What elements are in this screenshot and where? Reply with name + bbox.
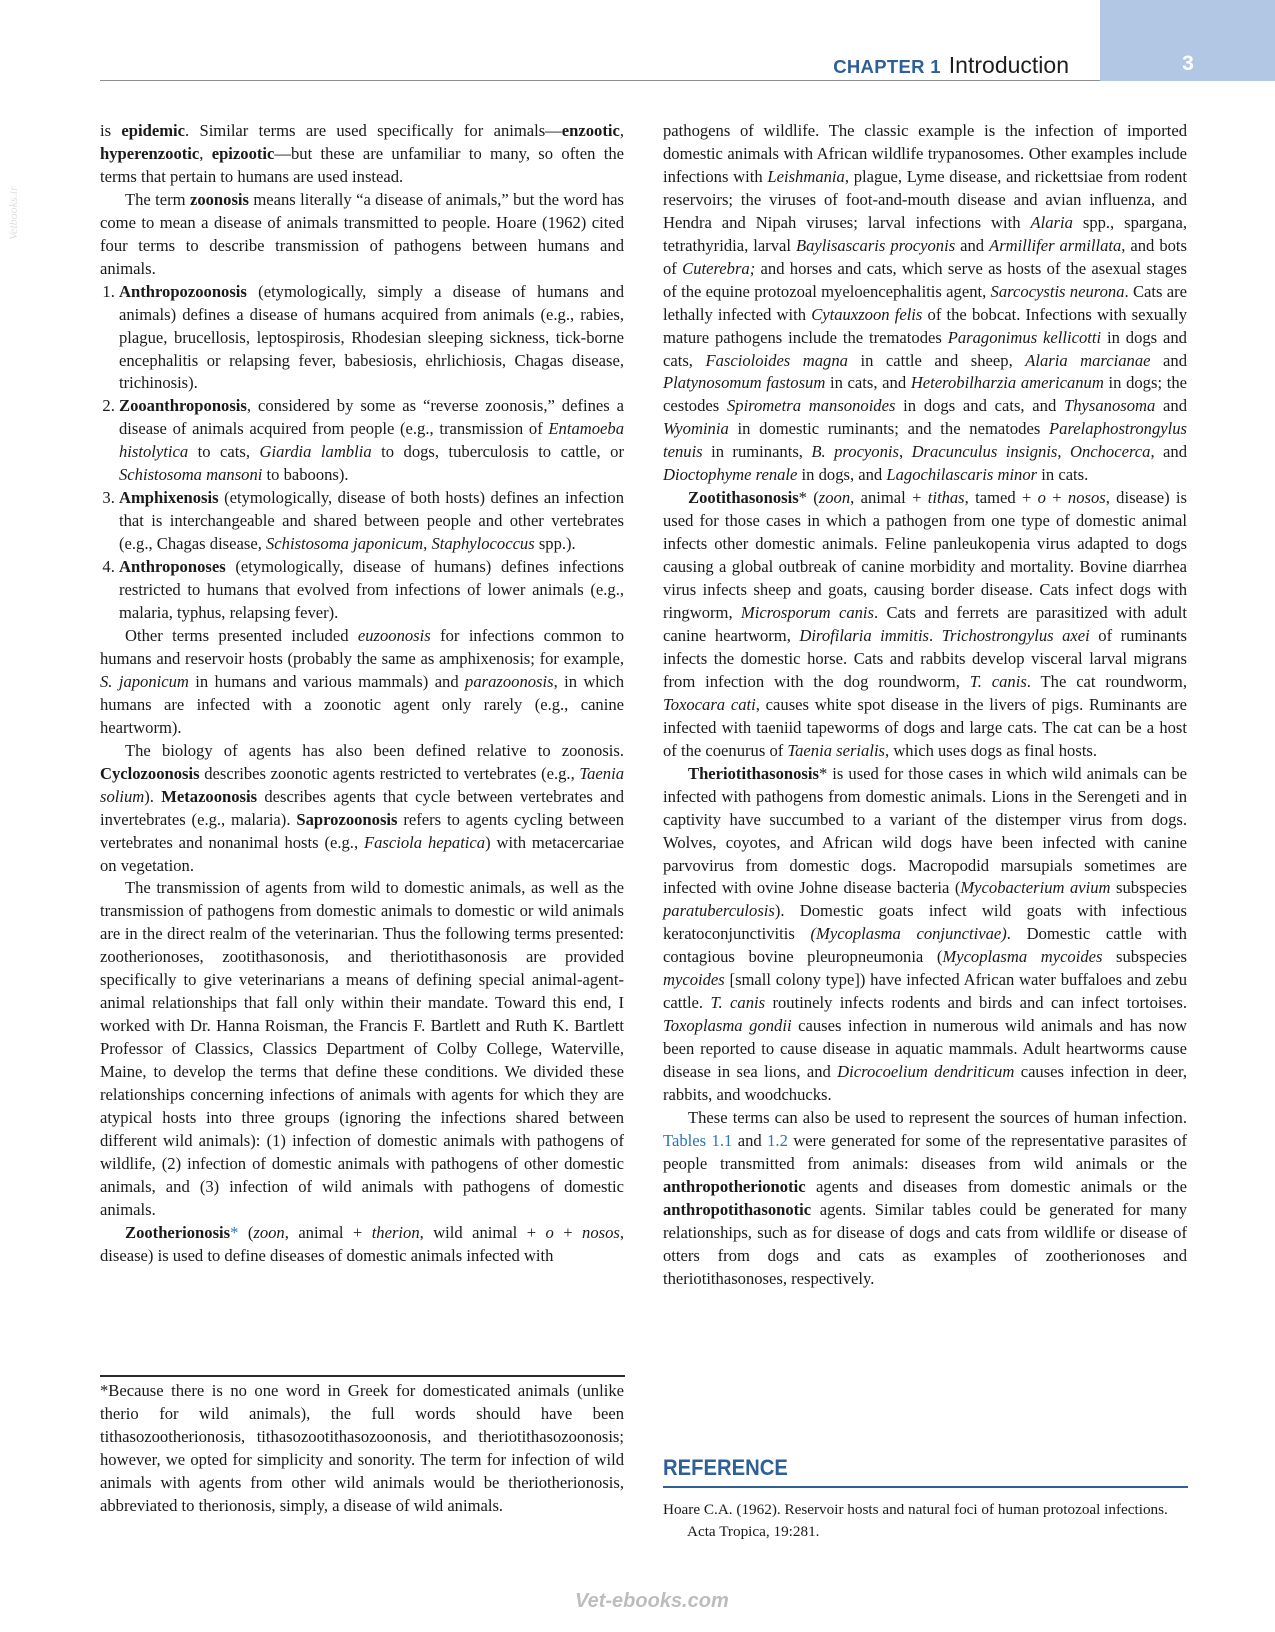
numbered-list: [100, 281, 624, 625]
list-item: 3. Amphixenosis (etymologically, disease of both hosts) defines an infection that is interchangeable and shared between people and other vertebrates (e.g., Chagas disease, Schistosoma japonicum, Staphylococcus spp.).: [119, 487, 624, 556]
footnote-rule: [100, 1375, 625, 1377]
list-item: 2. Zooanthroponosis, considered by some as “reverse zoonosis,” defines a disease of animals acquired from people (e.g., transmission of Entamoeba histolytica to cats, Giardia lamblia to dogs, tuberculosis to cattle, or Schistosoma mansoni to baboons).: [119, 395, 624, 487]
paragraph: pathogens of wildlife. The classic example is the infection of imported domestic animals with African wildlife trypanosomes. Other examples include infections with Leishmania, plague, Lyme disease, and rickettsiae from rodent reservoirs; the viruses of foot-and-mouth disease and avian influenza, and Hendra and Nipah viruses; larval infections with Alaria spp., spargana, tetrathyridia, larval Baylisascaris procyonis and Armillifer armillata, and bots of Cuterebra; and horses and cats, which serve as hosts of the asexual stages of the equine protozoal myeloencephalitis agent, Sarcocystis neurona. Cats are lethally infected with Cytauxzoon felis of the bobcat. Infections with sexually mature pathogens include the trematodes Paragonimus kellicotti in dogs and cats, Fascioloides magna in cattle and sheep, Alaria marcianae and Platynosomum fastosum in cats, and Heterobilharzia americanum in dogs; the cestodes Spirometra mansonoides in dogs and cats, and Thysanosoma and Wyominia in domestic ruminants; and the nematodes Parelaphostrongylus tenuis in ruminants, B. procyonis, Dracunculus insignis, Onchocerca, and Dioctophyme renale in dogs, and Lagochilascaris minor in cats.: [663, 121, 1188, 485]
header-rule: [100, 80, 1100, 81]
paragraph: These terms can also be used to represent the sources of human infection. Tables 1.1 and 1.2 were generated for some of the representative parasites of people transmitted from animals: diseases from wild animals or the anthropotherionotic agents and diseases from domestic animals or the anthropotithasonotic agents. Similar tables could be generated for many relationships, such as for disease of dogs and cats from wildlife or disease of otters from dogs and cats as examples of zootherionoses and theriotithasonoses, respectively.: [663, 1107, 1188, 1288]
paragraph: The transmission of agents from wild to domestic animals, as well as the transmission of pathogens from domestic animals to domestic or wild animals are in the direct realm of the veterinarian. Thus the following terms presented: zootherionoses, zootithasonosis, and theriotithasonosis are provided specifically to give veterinarians a means of defining special animal-agent-animal relationships that fall only within their mandate. Toward this end, I worked with Dr. Hanna Roisman, the Francis F. Bartlett and Ruth K. Bartlett Professor of Classics, Classics Department of Colby College, Waterville, Maine, to develop the terms that define these conditions. We divided these relationships concerning infections of animals with agents for which they are atypical hosts into three groups (ignoring the infections shared between different wild animals): (1) infection of domestic animals with pathogens of wildlife, (2) infection of domestic animals with pathogens of other domestic animals, and (3) infection of wild animals with pathogens of domestic animals.: [100, 878, 624, 1219]
list-item: 4. Anthroponoses (etymologically, disease of humans) defines infections restricted to humans that evolved from infections of lower animals (e.g., malaria, typhus, relapsing fever).: [119, 556, 624, 625]
paragraph: Other terms presented included euzoonosis for infections common to humans and reservoir hosts (probably the same as amphixenosis; for example, S. japonicum in humans and various mammals) and parazoonosis, in which humans are infected with a zoonotic agent only rarely (e.g., canine heartworm).: [100, 625, 624, 737]
reference-rule: [663, 1486, 1188, 1488]
right-column: [663, 120, 1187, 1291]
table-link[interactable]: 1.2: [767, 1130, 788, 1150]
running-header: [833, 52, 1069, 79]
paragraph: Zootherionosis* (zoon, animal + therion, wild animal + o + nosos, disease) is used to define diseases of domestic animals infected with: [100, 1222, 624, 1265]
paragraph: Zootithasonosis* (zoon, animal + tithas, tamed + o + nosos, disease) is used for those cases in which a pathogen from one type of domestic animal infects other domestic animals. Feline panleukopenia virus adapted to dogs causing a global outbreak of canine morbidity and mortality. Bovine diarrhea virus infects sheep and goats, causing border disease. Cats infect dogs with ringworm, Microsporum canis. Cats and ferrets are parasitized with adult canine heartworm, Dirofilaria immitis. Trichostrongylus axei of ruminants infects the domestic horse. Cats and rabbits develop visceral larval migrans from infection with the dog roundworm, T. canis. The cat roundworm, Toxocara cati, causes white spot disease in the livers of pigs. Ruminants are infected with taeniid tapeworms of dogs and large cats. The cat can be a host of the coenurus of Taenia serialis, which uses dogs as final hosts.: [663, 488, 1188, 760]
reference-entry: Hoare C.A. (1962). Reservoir hosts and natural foci of human protozoal infections. Acta Tropica, 19:281.: [663, 1501, 1168, 1540]
paragraph: The term zoonosis means literally “a disease of animals,” but the word has come to mean a disease of animals transmitted to people. Hoare (1962) cited four terms to describe transmission of pathogens between humans and animals.: [100, 189, 624, 278]
footnote: *Because there is no one word in Greek for domesticated animals (unlike therio for wild animals), the full words should have been tithasozootherionosis, tithasozootithasozoonosis, and theriotithasozoonosis; however, we opted for simplicity and sonority. The term for infection of wild animals with agents from other wild animals would be theriotherionosis, abbreviated to therionosis, simply, a disease of wild animals.: [100, 1381, 624, 1515]
left-column: [100, 120, 624, 1268]
reference-heading: REFERENCE: [663, 1455, 788, 1480]
chapter-label: CHAPTER 1: [833, 56, 941, 77]
side-watermark: Vetbooks.ir: [6, 186, 20, 240]
page-number: 3: [1182, 52, 1194, 75]
list-item: 1. Anthropozoonosis (etymologically, simply a disease of humans and animals) defines a disease of humans acquired from animals (e.g., rabies, plague, brucellosis, leptospirosis, Rhodesian sleeping sickness, tick-borne encephalitis or relapsing fever, babesiosis, ehrlichiosis, Chagas disease, trichinosis).: [119, 281, 624, 396]
paragraph: The biology of agents has also been defined relative to zoonosis. Cyclozoonosis describes zoonotic agents restricted to vertebrates (e.g., Taenia solium). Metazoonosis describes agents that cycle between vertebrates and invertebrates (e.g., malaria). Saprozoonosis refers to agents cycling between vertebrates and nonanimal hosts (e.g., Fasciola hepatica) with metacercariae on vegetation.: [100, 740, 624, 875]
paragraph: Theriotithasonosis* is used for those cases in which wild animals can be infected with pathogens from domestic animals. Lions in the Serengeti and in captivity have succumbed to a variant of the distemper virus from dogs. Wolves, coyotes, and African wild dogs have been infected with canine parvovirus from domestic dogs. Macropodid marsupials sometimes are infected with ovine Johne disease bacteria (Mycobacterium avium subspecies paratuberculosis). Domestic goats infect wild goats with infectious keratoconjunctivitis (Mycoplasma conjunctivae). Domestic cattle with contagious bovine pleuropneumonia (Mycoplasma mycoides subspecies mycoides [small colony type]) have infected African water buffaloes and zebu cattle. T. canis routinely infects rodents and birds and can infect tortoises. Toxoplasma gondii causes infection in numerous wild animals and has now been reported to cause disease in aquatic mammals. Adult heartworms cause disease in sea lions, and Dicrocoelium dendriticum causes infection in deer, rabbits, and woodchucks.: [663, 763, 1187, 1105]
chapter-title: Introduction: [948, 52, 1069, 78]
bottom-watermark: Vet-ebooks.com: [575, 1590, 729, 1612]
tables-link[interactable]: Tables 1.1: [663, 1130, 733, 1150]
paragraph: is epidemic. Similar terms are used specifically for animals—enzootic, hyperenzootic, epizootic—but these are unfamiliar to many, so often the terms that pertain to humans are used instead.: [100, 121, 624, 186]
